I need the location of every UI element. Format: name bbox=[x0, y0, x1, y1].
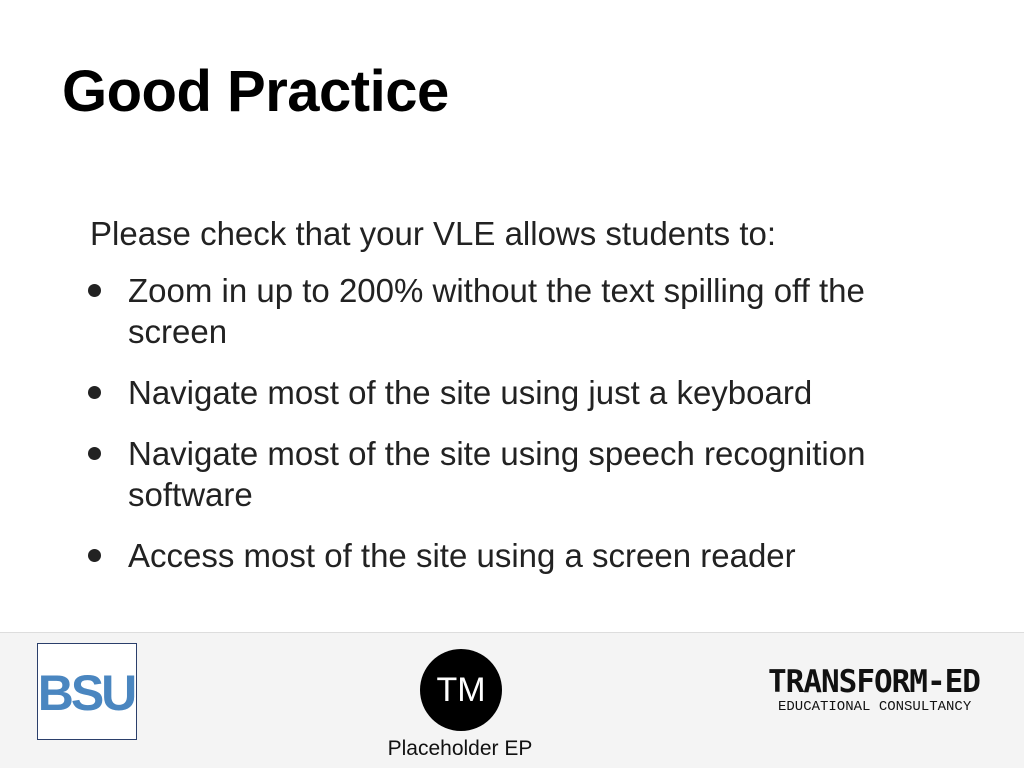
bsu-logo-text: BSU bbox=[38, 665, 135, 721]
bsu-logo bbox=[37, 643, 137, 740]
slide-title: Good Practice bbox=[62, 59, 449, 124]
tm-logo: TM bbox=[420, 649, 502, 731]
bullet-dot-icon bbox=[88, 549, 101, 562]
transform-ed-logo bbox=[768, 665, 988, 715]
bullet-text: Zoom in up to 200% without the text spilling off the screen bbox=[128, 272, 865, 350]
intro-text: Please check that your VLE allows students to: bbox=[90, 215, 777, 252]
bullet-text: Navigate most of the site using just a keyboard bbox=[128, 374, 813, 411]
transform-ed-logo-subtitle: EDUCATIONAL CONSULTANCY bbox=[778, 699, 972, 715]
bullet-list bbox=[80, 270, 960, 596]
footer-logo-bar bbox=[0, 632, 1024, 768]
bullet-dot-icon bbox=[88, 284, 101, 297]
transform-ed-logo-title: TRANSFORM-ED bbox=[768, 664, 980, 700]
tm-logo-caption: Placeholder EP bbox=[387, 737, 533, 760]
bullet-dot-icon bbox=[88, 447, 101, 460]
bullet-item bbox=[80, 270, 960, 352]
bsu-logo-mark bbox=[38, 644, 135, 738]
bullet-item bbox=[80, 372, 960, 413]
bullet-item bbox=[80, 433, 960, 515]
bullet-text: Navigate most of the site using speech recognition software bbox=[128, 435, 866, 513]
bullet-text: Access most of the site using a screen reader bbox=[128, 537, 796, 574]
bullet-dot-icon bbox=[88, 386, 101, 399]
bullet-item bbox=[80, 535, 960, 576]
